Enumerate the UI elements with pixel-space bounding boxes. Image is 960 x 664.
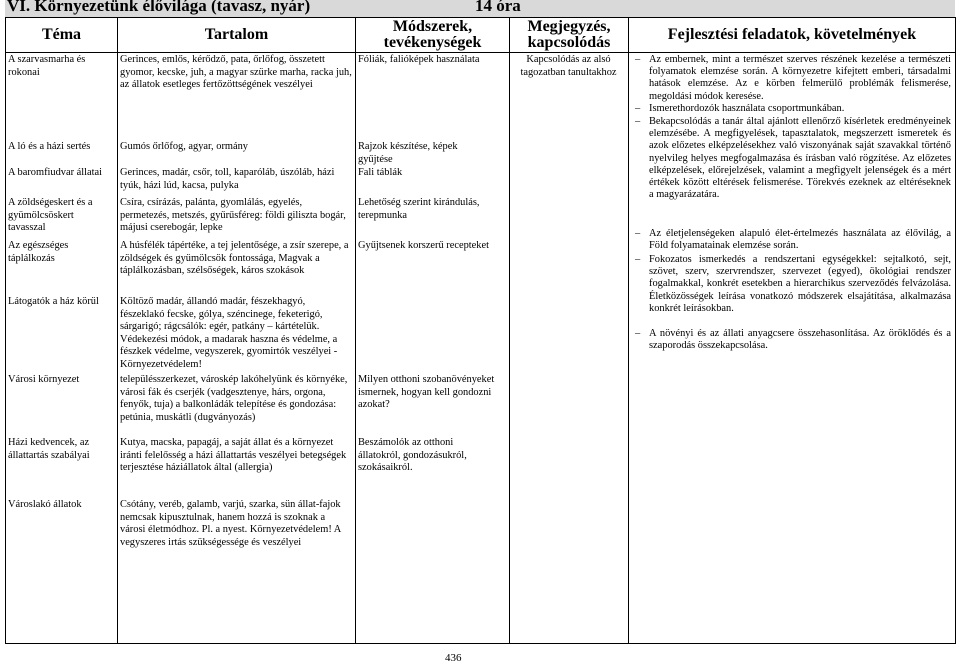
requirement-item: – Ismerethordozók használata csoportmunkában.: [635, 103, 845, 114]
tartalom-cell: Kutya, macska, papagáj, a saját állat és a környezet iránti felelősség a házi állattartás veszélyei betegségek terjesztése háziállatok által (allergia): [120, 437, 347, 473]
tartalom-cell: Csíra, csírázás, palánta, gyomlálás, egyelés, permetezés, metszés, gyűrűsféreg: földi giliszta bogár, májusi cserebogár, lepke: [120, 197, 346, 233]
requirement-item: – Fokozatos ismerkedés a rendszertani egységekkel: sejtalkotó, sejt, szövet, szerv, szervrendszer, szervezet (egyed), ökológiai rendszer fogalmakkal, konkrét esetekben a hierarchikus szerveződés felvázolása. Életközösségek leírása vonatkozó módszerek elsajátítása, alkalmazása konkrét leírásokban.: [635, 254, 951, 314]
requirement-item: – Bekapcsolódás a tanár által ajánlott ellenőrző kísérletek eredményeinek elemzésébe. A megfigyelések, tapasztalatok, megszerzett ismeretek és azok előzetes elképzelésekhez való viszonyának saját szavakkal történő nyelvileg helyes megfogalmazása és írásban való rögzítése. Az előzetes elképzelések, előrejelzések, valamint a megfigyelt jelenségek és a mért értékek között eltérések felismerése. Törekvés ezeknek az eltéréseknek a magyarázatára.: [635, 116, 951, 201]
megjegyzes-column: [510, 53, 629, 644]
tartalom-cell: településszerkezet, városkép lakóhelyünk és környéke, városi fák és cserjék (vadgesztenye, hárs, orgona, fenyők, tuja) a balkonládák telepítése és gondozása: petúnia, muskátli (dugványozás): [120, 374, 348, 423]
requirement-item: – Az életjelenségeken alapuló élet-értelmezés használata az élővilág, a Föld folyamatainak elemzése során.: [635, 228, 951, 252]
section-title: VI. Környezetünk élővilága (tavasz, nyár): [7, 0, 311, 15]
page-number: 436: [445, 652, 462, 664]
modszer-cell: Fóliák, falióképek használata: [358, 54, 480, 65]
modszer-cell: Lehetőség szerint kirándulás, terepmunka: [358, 197, 480, 221]
modszer-cell: Beszámolók az otthoni állatokról, gondozásukról, szokásaikról.: [358, 437, 467, 473]
tema-column: [6, 53, 118, 644]
modszer-cell: Fali táblák: [358, 167, 403, 178]
column-header-tema: Téma: [6, 18, 118, 53]
table-body-row: [6, 53, 956, 644]
column-header-tartalom: Tartalom: [118, 18, 356, 53]
curriculum-table: [5, 17, 956, 644]
tartalom-cell: Gerinces, madár, csőr, toll, kaparóláb, úszóláb, házi tyúk, házi lúd, kacsa, pulyka: [120, 167, 335, 191]
megjegyzes-cell: Kapcsolódás az alsó tagozatban tanultakhoz: [520, 54, 617, 78]
tema-cell: Városlakó állatok: [8, 499, 82, 510]
tema-cell: Városi környezet: [8, 374, 80, 385]
section-title-bar: [5, 0, 955, 17]
requirement-item: – Az embernek, mint a természet szerves részének kezelése a természeti folyamatok elemzése során. A környezetre kifejtett emberi, társadalmi hatások elemzése. Az e körben felmerülő problémák felismerése, megoldási módok keresése.: [635, 54, 951, 102]
fejlesztesi-column: [629, 53, 956, 644]
column-header-fejlesztesi: Fejlesztési feladatok, követelmények: [629, 18, 956, 53]
modszer-cell: Milyen otthoni szobanövényeket ismernek, hogyan kell gondozni azokat?: [358, 374, 495, 410]
modszerek-column: [356, 53, 510, 644]
tartalom-column: [118, 53, 356, 644]
tartalom-cell: Költöző madár, állandó madár, fészekhagyó, fészeklakó fecske, gólya, széncinege, feketerigó, sárgarigó; rágcsálók: egér, patkány – kártételük. Védekezési módok, a madarak hasznа és védelme, a fészkek védelme, vegyszerek, gyomirtók veszélyei - Környezetvédelem!: [120, 296, 338, 370]
tartalom-cell: A húsfélék tápértéke, a tej jelentősége, a zsír szerepe, a zöldségek és gyümölcsök fontossága, Magvak a táplálkozásban, szélsőségek, káros szokások: [120, 240, 349, 276]
tema-cell: A ló és a házi sertés: [8, 141, 91, 152]
tema-cell: A szarvasmarha és rokonai: [8, 54, 86, 78]
tartalom-cell: Gerinces, emlős, kérődző, pata, őrlőfog, összetett gyomor, kecske, juh, a magyar szürke marha, racka juh, az állatok esetleges fertőzöttségének veszélyei: [120, 54, 352, 90]
column-header-megjegyzes: Megjegyzés, kapcsolódás: [510, 18, 629, 53]
table-header-row: [6, 18, 956, 53]
modszer-cell: Gyűjtsenek korszerű recepteket: [358, 240, 489, 251]
tema-cell: Az egészséges táplálkozás: [8, 240, 69, 264]
section-hours: 14 óra: [475, 0, 521, 15]
tartalom-cell: Gumós őrlőfog, agyar, ormány: [120, 141, 248, 152]
tema-cell: A baromfiudvar állatai: [8, 167, 103, 178]
tema-cell: Látogatók a ház körül: [8, 296, 99, 307]
tema-cell: Házi kedvencek, az állattartás szabályai: [8, 437, 90, 461]
tartalom-cell: Csótány, veréb, galamb, varjú, szarka, sün állat-fajok nemcsak kipusztulnak, hanem hozzá is szoknak a városi életmódhoz. Pl. a nyest. Környezetvédelem! A vegyszeres irtás szükségessége és veszélyei: [120, 499, 341, 548]
modszer-cell: Rajzok készítése, képek gyűjtése: [358, 141, 458, 165]
tema-cell: A zöldségeskert és a gyümölcsöskert tavasszal: [8, 197, 93, 233]
column-header-modszerek: Módszerek, tevékenységek: [356, 18, 510, 53]
requirement-item: – A növényi és az állati anyagcsere összehasonlítása. Az öröklődés és a szaporodás összekapcsolása.: [635, 328, 951, 352]
